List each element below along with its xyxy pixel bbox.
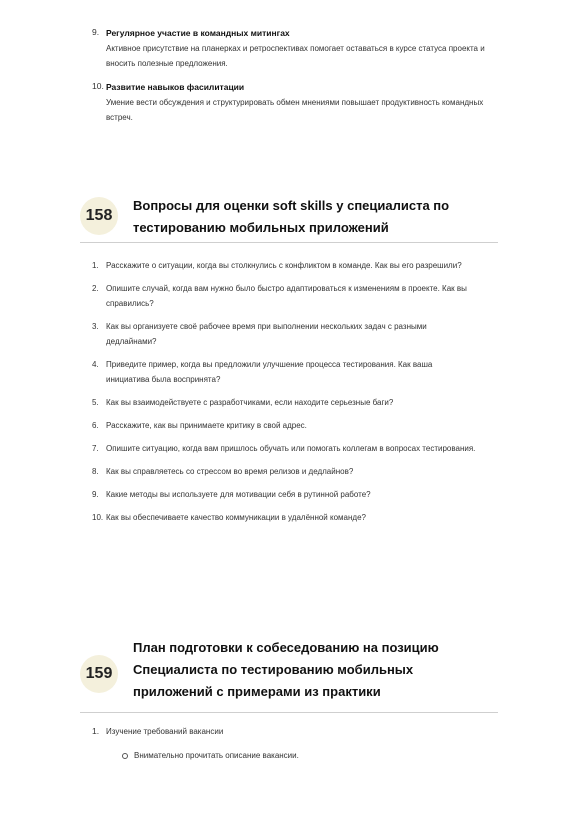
question-text: Как вы взаимодействуете с разработчиками, если находите серьезные баги? bbox=[106, 398, 394, 407]
list-number: 2. bbox=[92, 284, 99, 293]
question-item bbox=[92, 441, 476, 456]
section-title bbox=[133, 195, 449, 239]
soft-skills-tips-list bbox=[92, 27, 492, 135]
list-number: 1. bbox=[92, 726, 100, 736]
section-title-line: приложений с примерами из практики bbox=[133, 684, 381, 699]
question-text: Расскажите, как вы принимаете критику в свой адрес. bbox=[106, 421, 307, 430]
plan-item-text: Изучение требований вакансии bbox=[106, 727, 224, 736]
list-number: 9. bbox=[92, 490, 99, 499]
list-number: 8. bbox=[92, 467, 99, 476]
plan-sub-item bbox=[122, 748, 492, 763]
question-item bbox=[92, 464, 476, 479]
question-text: Какие методы вы используете для мотивации себя в рутинной работе? bbox=[106, 490, 371, 499]
hollow-bullet-icon bbox=[122, 753, 128, 759]
question-item bbox=[92, 487, 476, 502]
list-item-description: Активное присутствие на планерках и ретроспективах помогает оставаться в курсе статуса проекта и вносить полезные предложения. bbox=[106, 44, 485, 68]
question-item bbox=[92, 510, 476, 525]
question-item bbox=[92, 418, 476, 433]
section-title bbox=[133, 637, 439, 703]
question-text: Как вы организуете своё рабочее время при выполнении нескольких задач с разными дедлайнами? bbox=[106, 322, 427, 346]
list-number: 7. bbox=[92, 444, 99, 453]
list-number: 1. bbox=[92, 261, 99, 270]
question-item bbox=[92, 258, 476, 273]
question-text: Опишите ситуацию, когда вам пришлось обучать или помогать коллегам в вопросах тестирования. bbox=[106, 444, 476, 453]
list-item bbox=[92, 81, 492, 125]
list-number: 3. bbox=[92, 322, 99, 331]
question-text: Опишите случай, когда вам нужно было быстро адаптироваться к изменениям в проекте. Как вы справились? bbox=[106, 284, 467, 308]
section-title-line: Вопросы для оценки soft skills у специалиста по bbox=[133, 198, 450, 213]
list-number: 4. bbox=[92, 360, 99, 369]
question-item bbox=[92, 357, 476, 387]
section-159-header bbox=[80, 637, 498, 713]
plan-item bbox=[92, 724, 492, 739]
list-item-description: Умение вести обсуждения и структурировать обмен мнениями повышает продуктивность командных встреч. bbox=[106, 98, 484, 122]
section-divider bbox=[80, 712, 498, 713]
section-title-line: Специалиста по тестированию мобильных bbox=[133, 662, 414, 677]
list-number: 6. bbox=[92, 421, 99, 430]
list-item-title: Регулярное участие в командных митингах bbox=[106, 28, 290, 38]
question-text: Приведите пример, когда вы предложили улучшение процесса тестирования. Как ваша инициатива была воспринята? bbox=[106, 360, 433, 384]
question-text: Расскажите о ситуации, когда вы столкнулись с конфликтом в команде. Как вы его разрешили? bbox=[106, 261, 462, 270]
section-title-line: тестированию мобильных приложений bbox=[133, 220, 389, 235]
question-item bbox=[92, 319, 476, 349]
list-item-title: Развитие навыков фасилитации bbox=[106, 82, 245, 92]
preparation-plan-list bbox=[92, 724, 492, 763]
question-text: Как вы обеспечиваете качество коммуникации в удалённой команде? bbox=[106, 513, 366, 522]
section-158-header bbox=[80, 193, 498, 245]
list-number: 10. bbox=[92, 513, 104, 522]
questions-list bbox=[92, 258, 492, 533]
list-number: 10. bbox=[92, 81, 104, 91]
question-item bbox=[92, 395, 476, 410]
list-number: 9. bbox=[92, 27, 100, 37]
question-text: Как вы справляетесь со стрессом во время релизов и дедлайнов? bbox=[106, 467, 354, 476]
section-number-badge: 158 bbox=[80, 197, 118, 235]
section-number-badge: 159 bbox=[80, 655, 118, 693]
section-title-line: План подготовки к собеседованию на позицию bbox=[133, 640, 439, 655]
section-divider bbox=[80, 242, 498, 243]
question-item bbox=[92, 281, 476, 311]
list-item bbox=[92, 27, 492, 71]
list-number: 5. bbox=[92, 398, 99, 407]
plan-sub-item-text: Внимательно прочитать описание вакансии. bbox=[134, 751, 299, 760]
